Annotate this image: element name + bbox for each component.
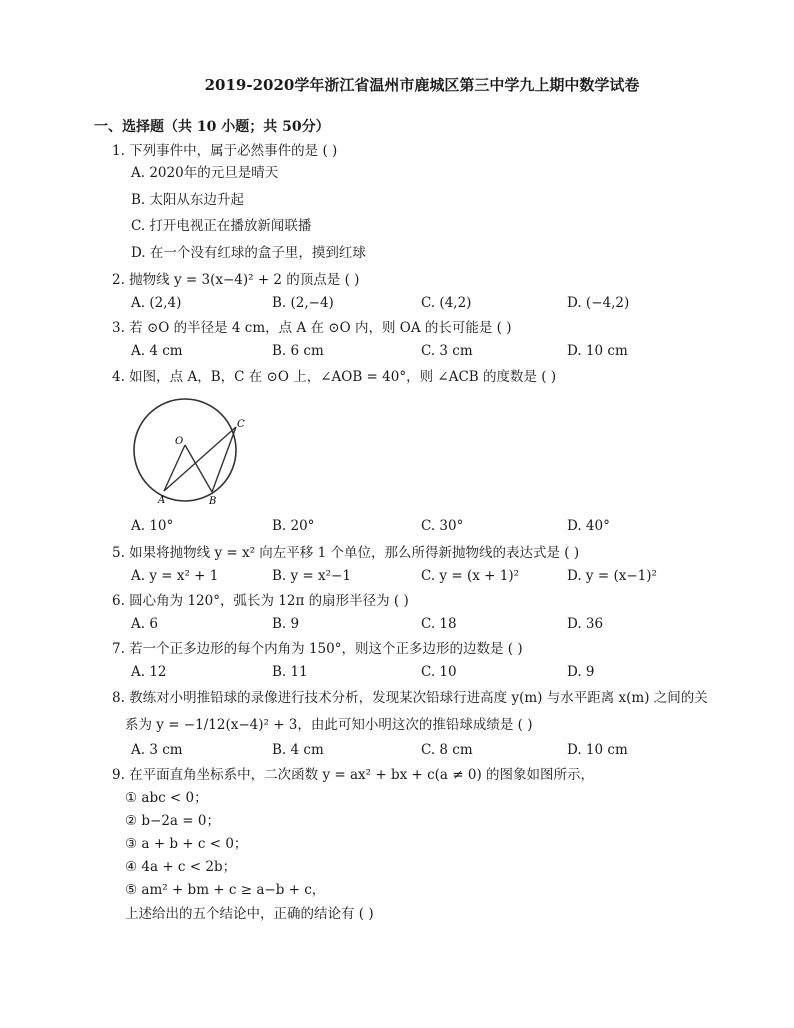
question-2-stem: 2. 抛物线 y = 3(x−4)² + 2 的顶点是 ( ) (112, 272, 360, 288)
question-4-options (131, 517, 671, 535)
option-d: D. 10 cm (567, 343, 628, 359)
option-b: B. 11 (272, 664, 308, 680)
question-9-item-2: ② b−2a = 0； (125, 813, 220, 829)
option-c: C. 30° (421, 518, 464, 534)
label-c: C (237, 419, 245, 430)
option-c: C. (4,2) (421, 295, 472, 311)
question-4-stem: 4. 如图，点 A，B，C 在 ⊙O 上，∠AOB = 40°，则 ∠ACB 的度数是 ( ) (112, 369, 557, 385)
option-a: A. 4 cm (131, 343, 183, 359)
question-8-options (131, 741, 671, 759)
option-d: D. 40° (567, 518, 610, 534)
option-b: B. (2,−4) (272, 295, 334, 311)
option-b: B. 4 cm (272, 742, 324, 758)
option-a: A. 6 (131, 616, 158, 632)
question-8-stem-line-2: 系为 y = −1/12(x−4)² + 3，由此可知小明这次的推铅球成绩是 ( ) (125, 717, 533, 733)
option-a: A. y = x² + 1 (131, 568, 219, 584)
question-5-options (131, 567, 671, 585)
question-9-item-5: ⑤ am² + bm + c ≥ a−b + c， (125, 882, 326, 898)
option-c: C. y = (x + 1)² (421, 568, 519, 584)
option-a: A. 3 cm (131, 742, 183, 758)
question-6-options (131, 615, 671, 633)
question-9-item-4: ④ 4a + c < 2b； (125, 859, 237, 875)
option-a: A. 12 (131, 664, 167, 680)
question-6-stem: 6. 圆心角为 120°，弧长为 12π 的扇形半径为 ( ) (112, 593, 409, 609)
label-b: B (209, 496, 217, 507)
option-c: C. 10 (421, 664, 457, 680)
option-d: D. 36 (567, 616, 604, 632)
question-3-options (131, 342, 671, 360)
question-1-option-c: C. 打开电视正在播放新闻联播 (131, 218, 312, 234)
option-d: D. 9 (567, 664, 595, 680)
question-7-stem: 7. 若一个正多边形的每个内角为 150°，则这个正多边形的边数是 ( ) (112, 641, 523, 657)
option-b: B. y = x²−1 (272, 568, 351, 584)
option-b: B. 6 cm (272, 343, 324, 359)
option-c: C. 18 (421, 616, 457, 632)
question-9-item-1: ① abc < 0； (125, 790, 208, 806)
option-a: A. (2,4) (131, 295, 182, 311)
page-title: 2019-2020学年浙江省温州市鹿城区第三中学九上期中数学试卷 (204, 76, 640, 94)
question-8-stem-line-1: 8. 教练对小明推铅球的录像进行技术分析，发现某次铅球行进高度 y(m) 与水平距离 x(m) 之间的关 (112, 690, 708, 706)
option-b: B. 20° (272, 518, 315, 534)
option-c: C. 8 cm (421, 742, 473, 758)
option-c: C. 3 cm (421, 343, 473, 359)
label-o: O (175, 436, 184, 447)
question-9-item-3: ③ a + b + c < 0； (125, 836, 248, 852)
question-1-option-d: D. 在一个没有红球的盒子里，摸到红球 (131, 245, 366, 261)
question-9-stem: 9. 在平面直角坐标系中，二次函数 y = ax² + bx + c(a ≠ 0) 的图象如图所示， (112, 767, 595, 783)
label-a: A (158, 495, 166, 506)
section-heading: 一、选择题（共 10 小题；共 50分） (94, 119, 330, 135)
circle-figure (132, 395, 252, 507)
question-5-stem: 5. 如果将抛物线 y = x² 向左平移 1 个单位，那么所得新抛物线的表达式是 ( ) (112, 545, 580, 561)
question-1-option-b: B. 太阳从东边升起 (131, 192, 245, 208)
option-d: D. y = (x−1)² (567, 568, 657, 584)
question-9-conclusion: 上述给出的五个结论中，正确的结论有 ( ) (125, 906, 374, 922)
question-1-option-a: A. 2020年的元旦是晴天 (131, 165, 279, 181)
option-d: D. 10 cm (567, 742, 628, 758)
question-1-stem: 1. 下列事件中，属于必然事件的是 ( ) (112, 143, 338, 159)
option-b: B. 9 (272, 616, 300, 632)
question-3-stem: 3. 若 ⊙O 的半径是 4 cm，点 A 在 ⊙O 内，则 OA 的长可能是 ( ) (112, 320, 512, 336)
circle-outline (134, 399, 236, 501)
option-a: A. 10° (131, 518, 174, 534)
segment-oa (164, 445, 185, 491)
question-7-options (131, 663, 671, 681)
option-d: D. (−4,2) (567, 295, 630, 311)
question-2-options (131, 294, 671, 312)
